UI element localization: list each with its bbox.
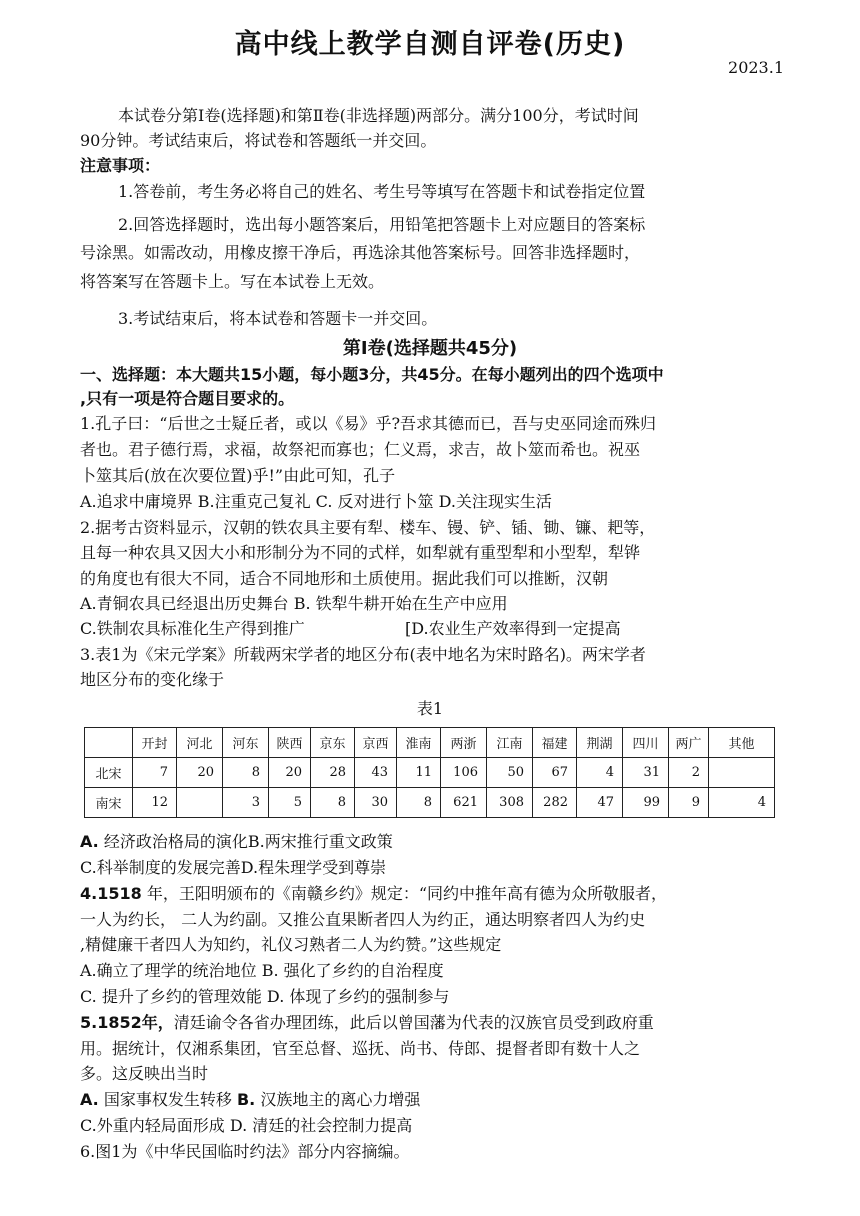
table-cell: 8	[397, 788, 441, 818]
table-header-cell: 淮南	[397, 728, 441, 758]
table-cell: 7	[133, 758, 177, 788]
part1-instruction: 一、选择题：本大题共15小题，每小题3分，共45分。在每小题列出的四个选项中	[80, 365, 664, 384]
q2-option-c: C.铁制农具标准化生产得到推广	[80, 619, 305, 638]
q5-stem: 用。据统计，仅湘系集团，官至总督、巡抚、尚书、侍郎、提督者即有数十人之	[80, 1039, 641, 1058]
notes-line: 将答案写在答题卡上。写在本试卷上无效。	[80, 272, 385, 291]
notes-line: 3.考试结束后，将本试卷和答题卡一并交回。	[118, 309, 438, 328]
q2-options: A.青铜农具已经退出历史舞台 B. 铁犁牛耕开始在生产中应用	[80, 594, 508, 613]
table-header-cell: 京西	[355, 728, 397, 758]
table-row-label: 南宋	[85, 788, 133, 818]
table-cell: 621	[441, 788, 487, 818]
table-header-cell: 四川	[623, 728, 669, 758]
q4-options: A.确立了理学的统治地位 B. 强化了乡约的自治程度	[80, 961, 444, 980]
question-number: 4.1518	[80, 884, 142, 903]
q4-stem	[80, 884, 667, 904]
q1-stem: 卜筮其后(放在次要位置)乎!”由此可知，孔子	[80, 466, 396, 485]
table-cell: 8	[223, 758, 269, 788]
table-cell: 4	[709, 788, 775, 818]
q2-option-d: [D.农业生产效率得到一定提高	[405, 619, 621, 638]
table-header-cell: 江南	[487, 728, 533, 758]
table-cell: 3	[223, 788, 269, 818]
q5-stem	[80, 1013, 654, 1033]
q2-stem: 2.据考古资料显示，汉朝的铁农具主要有犁、楼车、镘、铲、锸、锄、镰、耙等，	[80, 518, 656, 537]
table-cell: 30	[355, 788, 397, 818]
table-cell: 11	[397, 758, 441, 788]
table-cell	[709, 758, 775, 788]
table-cell: 20	[177, 758, 223, 788]
table-header-cell: 两广	[669, 728, 709, 758]
table-cell: 31	[623, 758, 669, 788]
table-cell: 106	[441, 758, 487, 788]
table-cell: 43	[355, 758, 397, 788]
table-cell: 20	[269, 758, 311, 788]
q4-stem: 一人为约长， 二人为约副。又推公直果断者四人为约正，通达明察者四人为约史	[80, 910, 646, 929]
q3-option-a	[80, 832, 393, 852]
table-cell	[177, 788, 223, 818]
q5-options	[80, 1090, 420, 1110]
q2-stem: 的角度也有很大不同，适合不同地形和土质使用。据此我们可以推断，汉朝	[80, 569, 609, 588]
q5-stem: 多。这反映出当时	[80, 1064, 209, 1083]
q2-stem: 且每一种农具又因大小和形制分为不同的式样，如犁就有重型犁和小型犁，犁铧	[80, 543, 641, 562]
notes-line: 2.回答选择题时，选出每小题答案后，用铅笔把答题卡上对应题目的答案标	[118, 215, 646, 234]
table-row	[85, 788, 775, 818]
table-cell: 8	[311, 788, 355, 818]
table-header-cell: 福建	[533, 728, 577, 758]
table-header-cell: 陕西	[269, 728, 311, 758]
table-cell: 9	[669, 788, 709, 818]
question-text: 年，王阳明颁布的《南赣乡约》规定：“同约中推年高有德为众所敬服者，	[141, 884, 668, 903]
option-text: 汉族地主的离心力增强	[255, 1090, 421, 1109]
table-cell: 50	[487, 758, 533, 788]
question-number: 5.1852年，	[80, 1013, 174, 1032]
exam-date: 2023.1	[728, 58, 784, 77]
q4-stem: ,精健廉干者四人为知约，礼仪习熟者二人为约赞。”这些规定	[80, 935, 502, 954]
table-cell: 47	[577, 788, 623, 818]
table-cell: 12	[133, 788, 177, 818]
table-header-cell: 荆湖	[577, 728, 623, 758]
table-caption: 表1	[416, 699, 444, 718]
q3-stem: 3.表1为《宋元学案》所载两宋学者的地区分布(表中地名为宋时路名)。两宋学者	[80, 645, 646, 664]
table-cell: 2	[669, 758, 709, 788]
q1-stem: 1.孔子曰：“后世之士疑丘者，或以《易》乎?吾求其德而已，吾与史巫同途而殊归	[80, 414, 657, 433]
table-cell: 5	[269, 788, 311, 818]
table-row	[85, 758, 775, 788]
intro-line: 90分钟。考试结束后，将试卷和答题纸一并交回。	[80, 131, 437, 150]
q5-options: C.外重内轻局面形成 D. 清廷的社会控制力提高	[80, 1116, 413, 1135]
option-letter: B.	[236, 1090, 256, 1109]
notes-heading: 注意事项：	[80, 156, 161, 175]
table-row-label: 北宋	[85, 758, 133, 788]
table-cell: 28	[311, 758, 355, 788]
table-cell: 99	[623, 788, 669, 818]
table-header-cell: 开封	[133, 728, 177, 758]
table-header-cell: 两浙	[441, 728, 487, 758]
q3-option-c: C.科举制度的发展完善D.程朱理学受到尊崇	[80, 858, 387, 877]
option-text: 经济政治格局的演化B.两宋推行重文政策	[98, 832, 393, 851]
q1-stem: 者也。君子德行焉，求福，故祭祀而寡也；仁义焉，求吉，故卜筮而希也。祝巫	[80, 440, 641, 459]
intro-line: 本试卷分第Ⅰ卷(选择题)和第Ⅱ卷(非选择题)两部分。满分100分，考试时间	[118, 106, 639, 125]
table-header-cell	[85, 728, 133, 758]
q3-stem: 地区分布的变化缘于	[80, 670, 225, 689]
table-header-cell: 其他	[709, 728, 775, 758]
notes-line: 1.答卷前，考生务必将自己的姓名、考生号等填写在答题卡和试卷指定位置	[118, 182, 646, 201]
table-cell: 308	[487, 788, 533, 818]
option-letter: A.	[80, 832, 99, 851]
table-header-row	[85, 728, 775, 758]
notes-line: 号涂黑。如需改动，用橡皮擦干净后，再选涂其他答案标号。回答非选择题时，	[80, 243, 641, 262]
part1-instruction: ,只有一项是符合题目要求的。	[80, 389, 295, 408]
q4-options: C. 提升了乡约的管理效能 D. 体现了乡约的强制参与	[80, 987, 450, 1006]
q1-options: A.追求中庸境界 B.注重克己复礼 C. 反对进行卜筮 D.关注现实生活	[80, 492, 552, 511]
table-header-cell: 河东	[223, 728, 269, 758]
table-header-cell: 京东	[311, 728, 355, 758]
q6-stem: 6.图1为《中华民国临时约法》部分内容摘编。	[80, 1142, 410, 1161]
table-header-cell: 河北	[177, 728, 223, 758]
part1-title: 第Ⅰ卷(选择题共45分)	[342, 338, 518, 359]
question-text: 清廷谕令各省办理团练，此后以曾国藩为代表的汉族官员受到政府重	[173, 1013, 654, 1032]
table-cell: 4	[577, 758, 623, 788]
data-table	[84, 727, 775, 818]
option-letter: A.	[80, 1090, 99, 1109]
option-text: 国家事权发生转移	[98, 1090, 237, 1109]
page-title: 高中线上教学自测自评卷(历史)	[234, 29, 626, 60]
table-cell: 282	[533, 788, 577, 818]
table-cell: 67	[533, 758, 577, 788]
